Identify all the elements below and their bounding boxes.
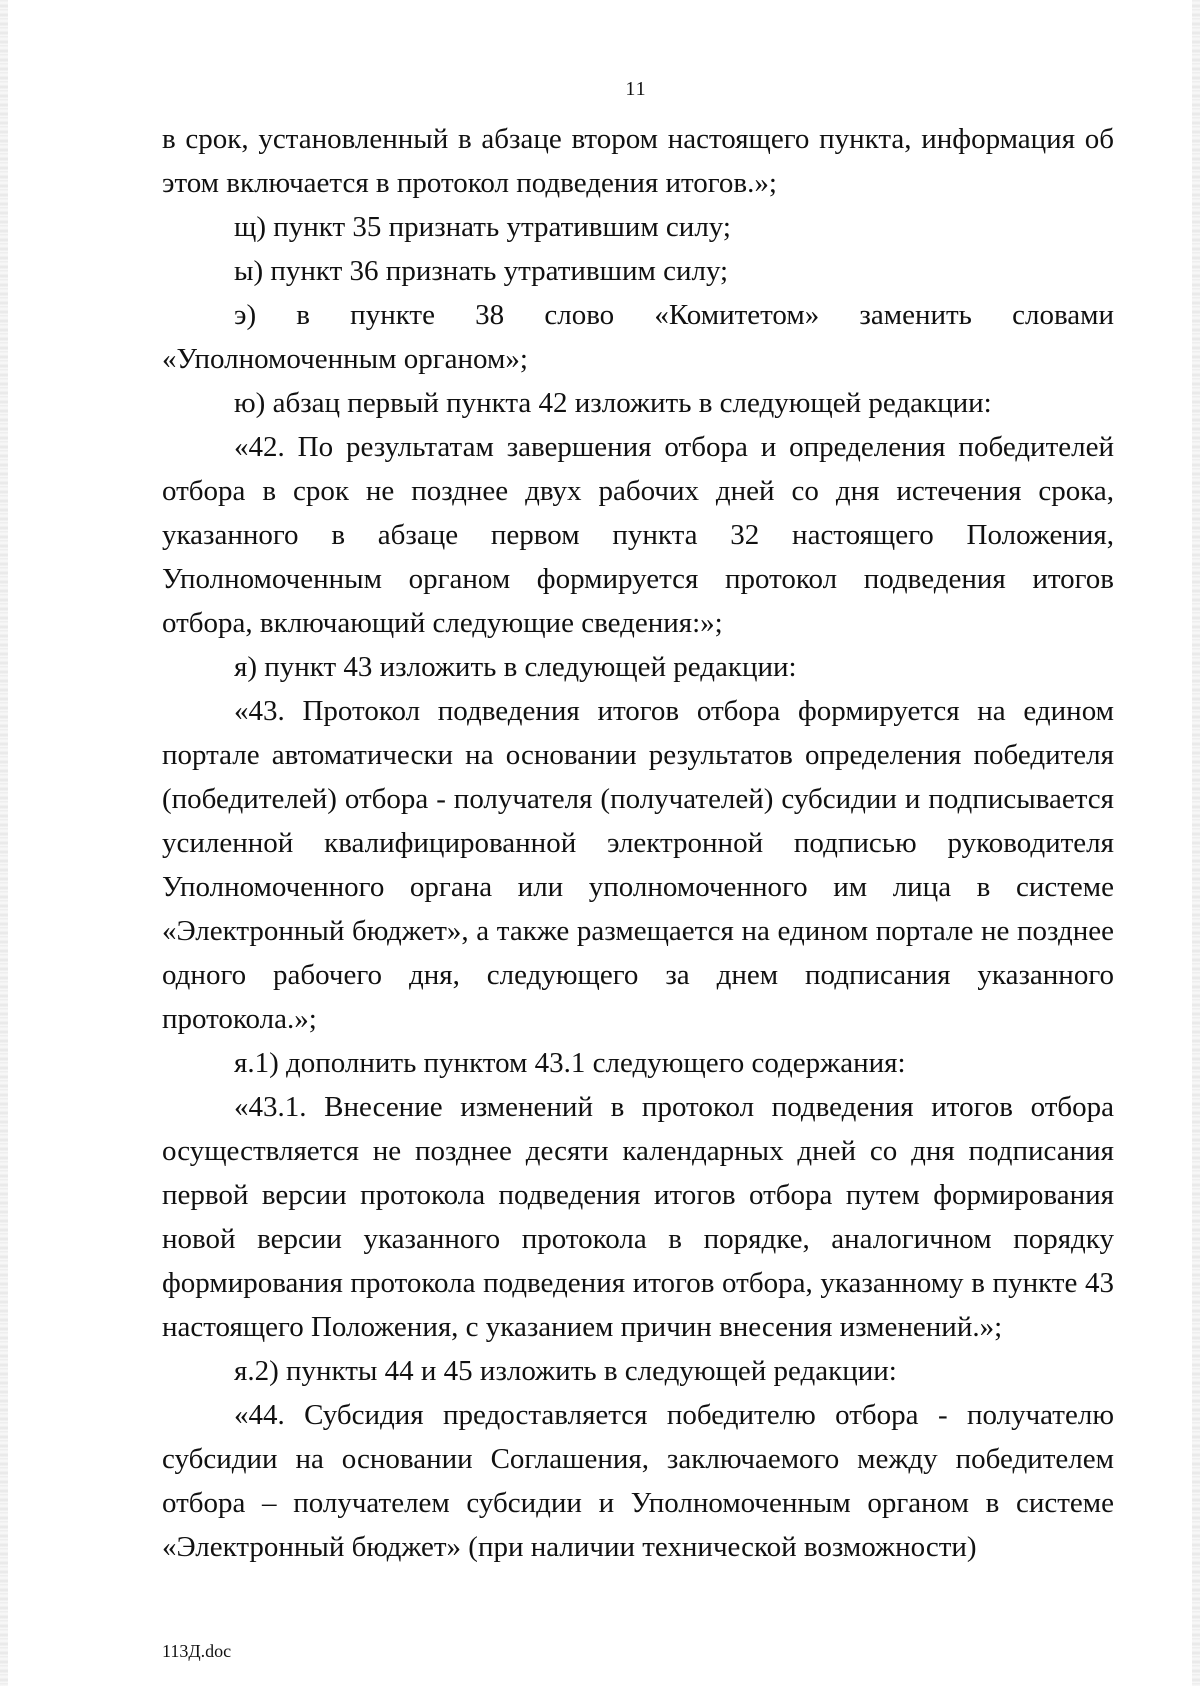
paragraph-item-shch: щ) пункт 35 признать утратившим силу; [234,211,731,243]
paragraph-clause-42: «42. По результатам завершения отбора и определения победителей отбора в срок не позднее двух рабочих дней со дня истечения срока, указанного в абзаце первом пункта 32 настоящего Положения, Уполномоченным органом формируется протокол подведения итогов отбора, включающий следующие сведения:»; [162,431,1114,639]
paragraph-item-y: ы) пункт 36 признать утратившим силу; [234,255,729,287]
paragraph-item-e: э) в пункте 38 слово «Комитетом» заменить словами «Уполномоченным органом»; [162,299,1114,375]
document-filename-footer: 113Д.doc [162,1641,232,1661]
paragraph-item-ya: я) пункт 43 изложить в следующей редакции: [234,651,797,683]
paragraph-item-ya-2: я.2) пункты 44 и 45 изложить в следующей редакции: [234,1355,897,1387]
paragraph-clause-43-1: «43.1. Внесение изменений в протокол подведения итогов отбора осуществляется не позднее десяти календарных дней со дня подписания первой версии протокола подведения итогов отбора путем формирования новой версии указанного протокола в порядке, аналогичном порядку формирования протокола подведения итогов отбора, указанному в пункте 43 настоящего Положения, с указанием причин внесения изменений.»; [162,1091,1114,1343]
scan-edge-right [1192,0,1200,1686]
page-number: 11 [625,78,647,100]
paragraph-item-ya-1: я.1) дополнить пунктом 43.1 следующего содержания: [234,1047,906,1079]
paragraph-clause-44: «44. Субсидия предоставляется победителю отбора - получателю субсидии на основании Соглашения, заключаемого между победителем отбора – получателем субсидии и Уполномоченным органом в системе «Электронный бюджет» (при наличии технической возможности) [162,1399,1114,1563]
paragraph-item-yu: ю) абзац первый пункта 42 изложить в следующей редакции: [234,387,992,419]
document-body [162,117,1114,1569]
paragraph-continuation: в срок, установленный в абзаце втором настоящего пункта, информация об этом включается в протокол подведения итогов.»; [162,123,1114,199]
scan-edge-left [0,0,8,1686]
paragraph-clause-43: «43. Протокол подведения итогов отбора формируется на едином портале автоматически на основании результатов определения победителя (победителей) отбора - получателя (получателей) субсидии и подписывается усиленной квалифицированной электронной подписью руководителя Уполномоченного органа или уполномоченного им лица в системе «Электронный бюджет», а также размещается на едином портале не позднее одного рабочего дня, следующего за днем подписания указанного протокола.»; [162,695,1114,1035]
